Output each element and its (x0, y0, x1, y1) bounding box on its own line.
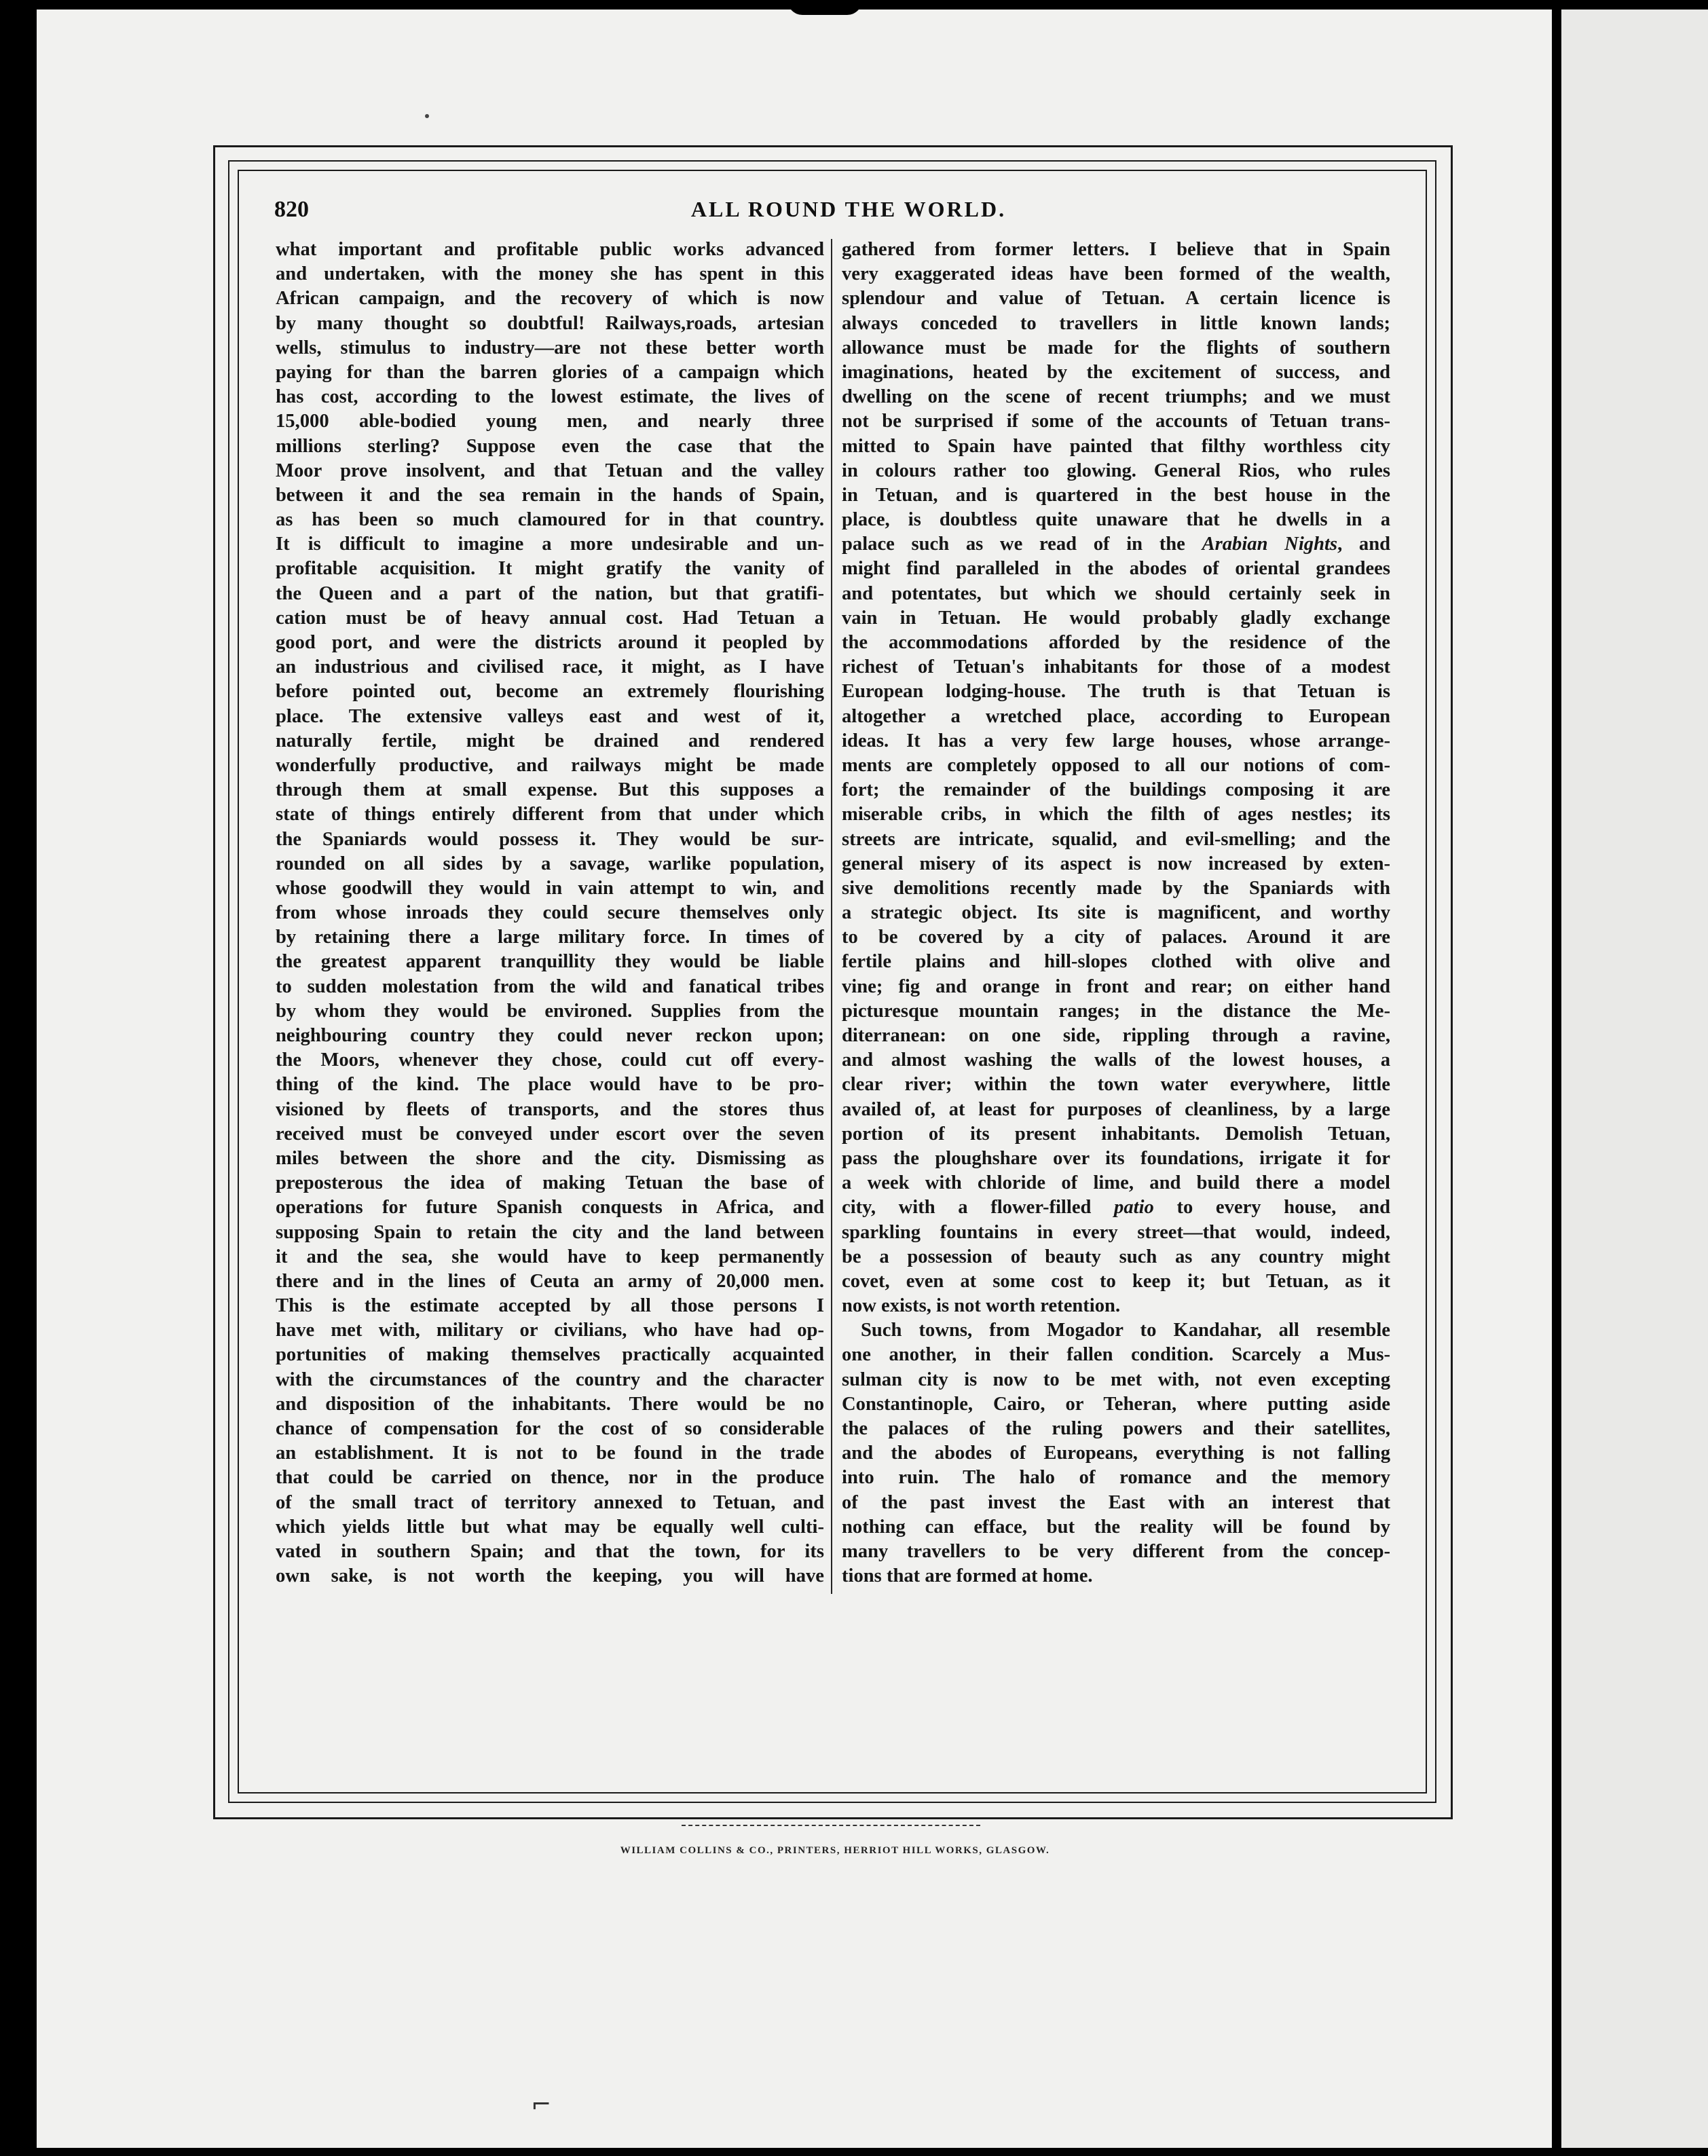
text-line: that could be carried on thence, nor in the produce (276, 1467, 824, 1489)
text-line: gathered from former letters. I believe that in Spain (842, 239, 1390, 260)
footer-rule (682, 1825, 980, 1826)
text-line: have met with, military or civilians, who have had op- (276, 1320, 824, 1341)
text-line: nothing can efface, but the reality will be found by (842, 1516, 1390, 1538)
text-line: what important and profitable public works advanced (276, 239, 824, 260)
text-line: chance of compensation for the cost of so considerable (276, 1418, 824, 1439)
text-line: an industrious and civilised race, it might, as I have (276, 656, 824, 678)
text-line: Moor prove insolvent, and that Tetuan and the valley (276, 460, 824, 481)
text-line: by whom they would be environed. Supplies from the (276, 1000, 824, 1022)
text-line: one another, in their fallen condition. Scarcely a Mus- (842, 1344, 1390, 1366)
text-line: 15,000 able-bodied young men, and nearly three (276, 411, 824, 432)
text-line: might find paralleled in the abodes of oriental grandees (842, 558, 1390, 580)
text-line: from whose inroads they could secure themselves only (276, 902, 824, 924)
adjacent-page-edge (1561, 10, 1708, 2148)
text-line: miles between the shore and the city. Dismissing as (276, 1147, 824, 1169)
text-line: profitable acquisition. It might gratify the vanity of (276, 558, 824, 580)
text-line: which yields little but what may be equally well culti- (276, 1516, 824, 1538)
text-line: visioned by fleets of transports, and the stores thus (276, 1098, 824, 1120)
column-divider (831, 239, 832, 1594)
text-line: ments are completely opposed to all our notions of com- (842, 754, 1390, 776)
text-line: neighbouring country they could never reckon upon; (276, 1025, 824, 1046)
text-line: cation must be of heavy annual cost. Had Tetuan a (276, 607, 824, 629)
right-text-column (842, 238, 1390, 1588)
text-line: be a possession of beauty such as any country might (842, 1246, 1390, 1267)
text-line: fort; the remainder of the buildings composing it are (842, 779, 1390, 801)
text-line: operations for future Spanish conquests in Africa, and (276, 1197, 824, 1219)
text-line: richest of Tetuan's inhabitants for those of a modest (842, 656, 1390, 678)
text-line: vated in southern Spain; and that the town, for its (276, 1540, 824, 1562)
text-line: dwelling on the scene of recent triumphs; and we must (842, 386, 1390, 408)
text-line: the Moors, whenever they chose, could cut off every- (276, 1049, 824, 1071)
text-line: diterranean: on one side, rippling through a ravine, (842, 1025, 1390, 1046)
text-line: sparkling fountains in every street—that would, indeed, (842, 1221, 1390, 1243)
text-line: received must be conveyed under escort over the seven (276, 1123, 824, 1145)
text-line: imaginations, heated by the excitement of success, and (842, 361, 1390, 383)
text-line: between it and the sea remain in the hands of Spain, (276, 484, 824, 506)
text-line: sulman city is now to be met with, not even excepting (842, 1369, 1390, 1390)
text-line: altogether a wretched place, according to European (842, 705, 1390, 727)
text-line: covet, even at some cost to keep it; but Tetuan, as it (842, 1270, 1390, 1292)
text-line: miserable cribs, in which the filth of ages nestles; its (842, 804, 1390, 825)
text-line: supposing Spain to retain the city and the land between (276, 1221, 824, 1243)
text-line: tions that are formed at home. (842, 1565, 1093, 1587)
text-line: as has been so much clamoured for in that country. (276, 509, 824, 531)
text-line: and potentates, but which we should certainly seek in (842, 582, 1390, 604)
text-line: the accommodations afforded by the residence of the (842, 632, 1390, 653)
text-line: in Tetuan, and is quartered in the best house in the (842, 484, 1390, 506)
text-line: wonderfully productive, and railways might be made (276, 754, 824, 776)
stray-ink-mark (425, 114, 429, 118)
text-line: not be surprised if some of the accounts of Tetuan trans- (842, 411, 1390, 432)
text-line: own sake, is not worth the keeping, you will have (276, 1565, 824, 1587)
text-line: thing of the kind. The place would have to be pro- (276, 1074, 824, 1096)
text-line: before pointed out, become an extremely flourishing (276, 681, 824, 703)
stray-scan-mark: ⌐ (531, 2091, 552, 2119)
text-line: pass the ploughshare over its foundations, irrigate it for (842, 1147, 1390, 1169)
text-line: it and the sea, she would have to keep permanently (276, 1246, 824, 1267)
text-line: fertile plains and hill-slopes clothed with olive and (842, 951, 1390, 973)
text-line: a strategic object. Its site is magnificent, and worthy (842, 902, 1390, 924)
text-line: the palaces of the ruling powers and their satellites, (842, 1418, 1390, 1439)
text-line: the Spaniards would possess it. They would be sur- (276, 828, 824, 850)
left-text-column (276, 238, 824, 1588)
text-line: ideas. It has a very few large houses, whose arrange- (842, 730, 1390, 751)
text-line: portion of its present inhabitants. Demolish Tetuan, (842, 1123, 1390, 1145)
text-line: mitted to Spain have painted that filthy worthless city (842, 435, 1390, 457)
text-line: clear river; within the town water everywhere, little (842, 1074, 1390, 1096)
text-line: always conceded to travellers in little known lands; (842, 312, 1390, 334)
text-line: through them at small expense. But this supposes a (276, 779, 824, 801)
text-line: in colours rather too glowing. General Rios, who rules (842, 460, 1390, 481)
text-line: African campaign, and the recovery of which is now (276, 288, 824, 310)
text-line: to be covered by a city of palaces. Around it are (842, 927, 1390, 948)
text-line: a week with chloride of lime, and build there a model (842, 1172, 1390, 1194)
text-line: general misery of its aspect is now increased by exten- (842, 853, 1390, 874)
text-line: wells, stimulus to industry—are not these better worth (276, 337, 824, 358)
text-line: It is difficult to imagine a more undesirable and un- (276, 534, 824, 555)
text-line: has cost, according to the lowest estimate, the lives of (276, 386, 824, 408)
text-line: with the circumstances of the country and the character (276, 1369, 824, 1390)
text-line: state of things entirely different from that under which (276, 804, 824, 825)
text-line: to sudden molestation from the wild and fanatical tribes (276, 975, 824, 997)
text-line: splendour and value of Tetuan. A certain licence is (842, 288, 1390, 310)
text-line: naturally fertile, might be drained and rendered (276, 730, 824, 751)
text-line: an establishment. It is not to be found in the trade (276, 1443, 824, 1464)
text-line: place. The extensive valleys east and west of it, (276, 705, 824, 727)
text-line: Such towns, from Mogador to Kandahar, all resemble (861, 1320, 1390, 1341)
text-line: preposterous the idea of making Tetuan the base of (276, 1172, 824, 1194)
text-line: vine; fig and orange in front and rear; on either hand (842, 975, 1390, 997)
text-line: by retaining there a large military force. In times of (276, 927, 824, 948)
text-line: many travellers to be very different from the concep- (842, 1540, 1390, 1562)
text-line: very exaggerated ideas have been formed of the wealth, (842, 263, 1390, 285)
page-number: 820 (274, 197, 309, 222)
text-line: city, with a flower-filled patio to every house, and (842, 1197, 1390, 1219)
text-line: now exists, is not worth retention. (842, 1295, 1121, 1317)
binding-notch (787, 0, 862, 15)
text-line: paying for than the barren glories of a campaign which (276, 361, 824, 383)
text-line: the Queen and a part of the nation, but that gratifi- (276, 582, 824, 604)
text-line: and disposition of the inhabitants. There would be no (276, 1393, 824, 1415)
text-line: This is the estimate accepted by all those persons I (276, 1295, 824, 1317)
text-line: and undertaken, with the money she has spent in this (276, 263, 824, 285)
italic-phrase: Arabian Nights (1202, 534, 1338, 555)
text-line: allowance must be made for the flights of southern (842, 337, 1390, 358)
text-line: European lodging-house. The truth is that Tetuan is (842, 681, 1390, 703)
text-line: into ruin. The halo of romance and the memory (842, 1467, 1390, 1489)
printer-imprint: WILLIAM COLLINS & CO., PRINTERS, HERRIOT HILL WORKS, GLASGOW. (620, 1845, 1050, 1856)
text-line: vain in Tetuan. He would probably gladly exchange (842, 607, 1390, 629)
text-line: of the past invest the East with an interest that (842, 1491, 1390, 1513)
italic-phrase: patio (1114, 1197, 1154, 1219)
text-line: Constantinople, Cairo, or Teheran, where putting aside (842, 1393, 1390, 1415)
text-line: palace such as we read of in the Arabian Nights, and (842, 534, 1390, 555)
text-line: whose goodwill they would in vain attempt to win, and (276, 877, 824, 899)
text-line: picturesque mountain ranges; in the distance the Me- (842, 1000, 1390, 1022)
text-line: place, is doubtless quite unaware that he dwells in a (842, 509, 1390, 531)
text-line: and almost washing the walls of the lowest houses, a (842, 1049, 1390, 1071)
text-line: millions sterling? Suppose even the case that the (276, 435, 824, 457)
text-line: of the small tract of territory annexed to Tetuan, and (276, 1491, 824, 1513)
text-line: portunities of making themselves practically acquainted (276, 1344, 824, 1366)
running-head: ALL ROUND THE WORLD. (690, 197, 1007, 221)
text-line: rounded on all sides by a savage, warlike population, (276, 853, 824, 874)
text-line: sive demolitions recently made by the Spaniards with (842, 877, 1390, 899)
text-line: by many thought so doubtful! Railways,roads, artesian (276, 312, 824, 334)
text-line: and the abodes of Europeans, everything is not falling (842, 1443, 1390, 1464)
text-line: streets are intricate, squalid, and evil-smelling; and the (842, 828, 1390, 850)
text-line: availed of, at least for purposes of cleanliness, by a large (842, 1098, 1390, 1120)
text-line: there and in the lines of Ceuta an army of 20,000 men. (276, 1270, 824, 1292)
text-line: good port, and were the districts around it peopled by (276, 632, 824, 653)
text-line: the greatest apparent tranquillity they would be liable (276, 951, 824, 973)
